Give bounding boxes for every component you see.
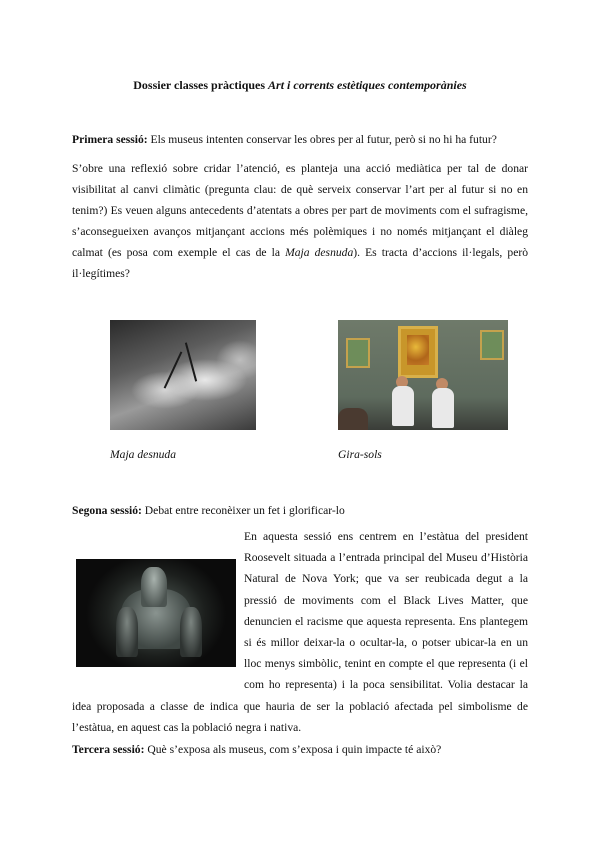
document-title (0, 78, 600, 93)
session3-heading (72, 739, 528, 760)
session1-body-italic: Maja desnuda (285, 246, 354, 259)
session3-heading-text: Què s’exposa als museus, com s’exposa i quin impacte té això? (144, 743, 442, 756)
session2-label: Segona sessió: (72, 504, 142, 517)
session3-label: Tercera sessió: (72, 743, 145, 756)
session1-body-a: S’obre una reflexió sobre cridar l’atenció, es planteja una acció mediàtica per tal de donar visibilitat al canvi climàtic (pregunta clau: de què serveix conservar l’art per al futur si no en tenim?) Es veuen alguns antecedents d’atentats a obres per part de moviments com el sufragisme, s’aconsegueixen avanços mitjançant accions més polèmiques i no només mitjançant el diàleg calmat (es posa com exemple el cas de la (72, 162, 528, 259)
title-italic: Art i corrents estètiques contemporànies (268, 78, 467, 92)
maja-desnuda-image (110, 320, 256, 430)
session1-body-b: ). Es tracta d’accions il·legals, però il·legítimes? (72, 246, 529, 280)
gira-sols-image (338, 320, 508, 430)
session1-heading-text: Els museus intenten conservar les obres per al futur, però si no hi ha futur? (147, 133, 497, 146)
title-bold: Dossier classes pràctiques (133, 78, 269, 92)
session1-body (72, 158, 528, 284)
session2-body: En aquesta sessió ens centrem en l’estàtua del president Roosevelt situada a l’entrada principal del Museu d’Història Natural de Nova York; que va ser reubicada degut a la pressió de moviments com el Black Lives Matter, que denuncien el racisme que aquesta representa. Ens plantegem si és millor deixar-la o ocultar-la, o potser ubicar-la en un lloc menys simbòlic, tenint en compte el que representa (i el com ho representa) i la poca sensibilitat. Volia destacar la idea proposada a classe de indica que hauria de ser la població afectada pel simbolisme de l’estàtua, en aquest cas la població negra i nativa. (72, 530, 528, 734)
session2-heading-text: Debat entre reconèixer un fet i glorificar-lo (141, 504, 345, 517)
session1-heading (72, 129, 528, 150)
caption-maja-desnuda: Maja desnuda (110, 448, 177, 461)
caption-gira-sols: Gira-sols (338, 448, 382, 461)
session1-label: Primera sessió: (72, 133, 148, 146)
session2-heading (72, 500, 528, 521)
roosevelt-statue-image (76, 559, 236, 667)
